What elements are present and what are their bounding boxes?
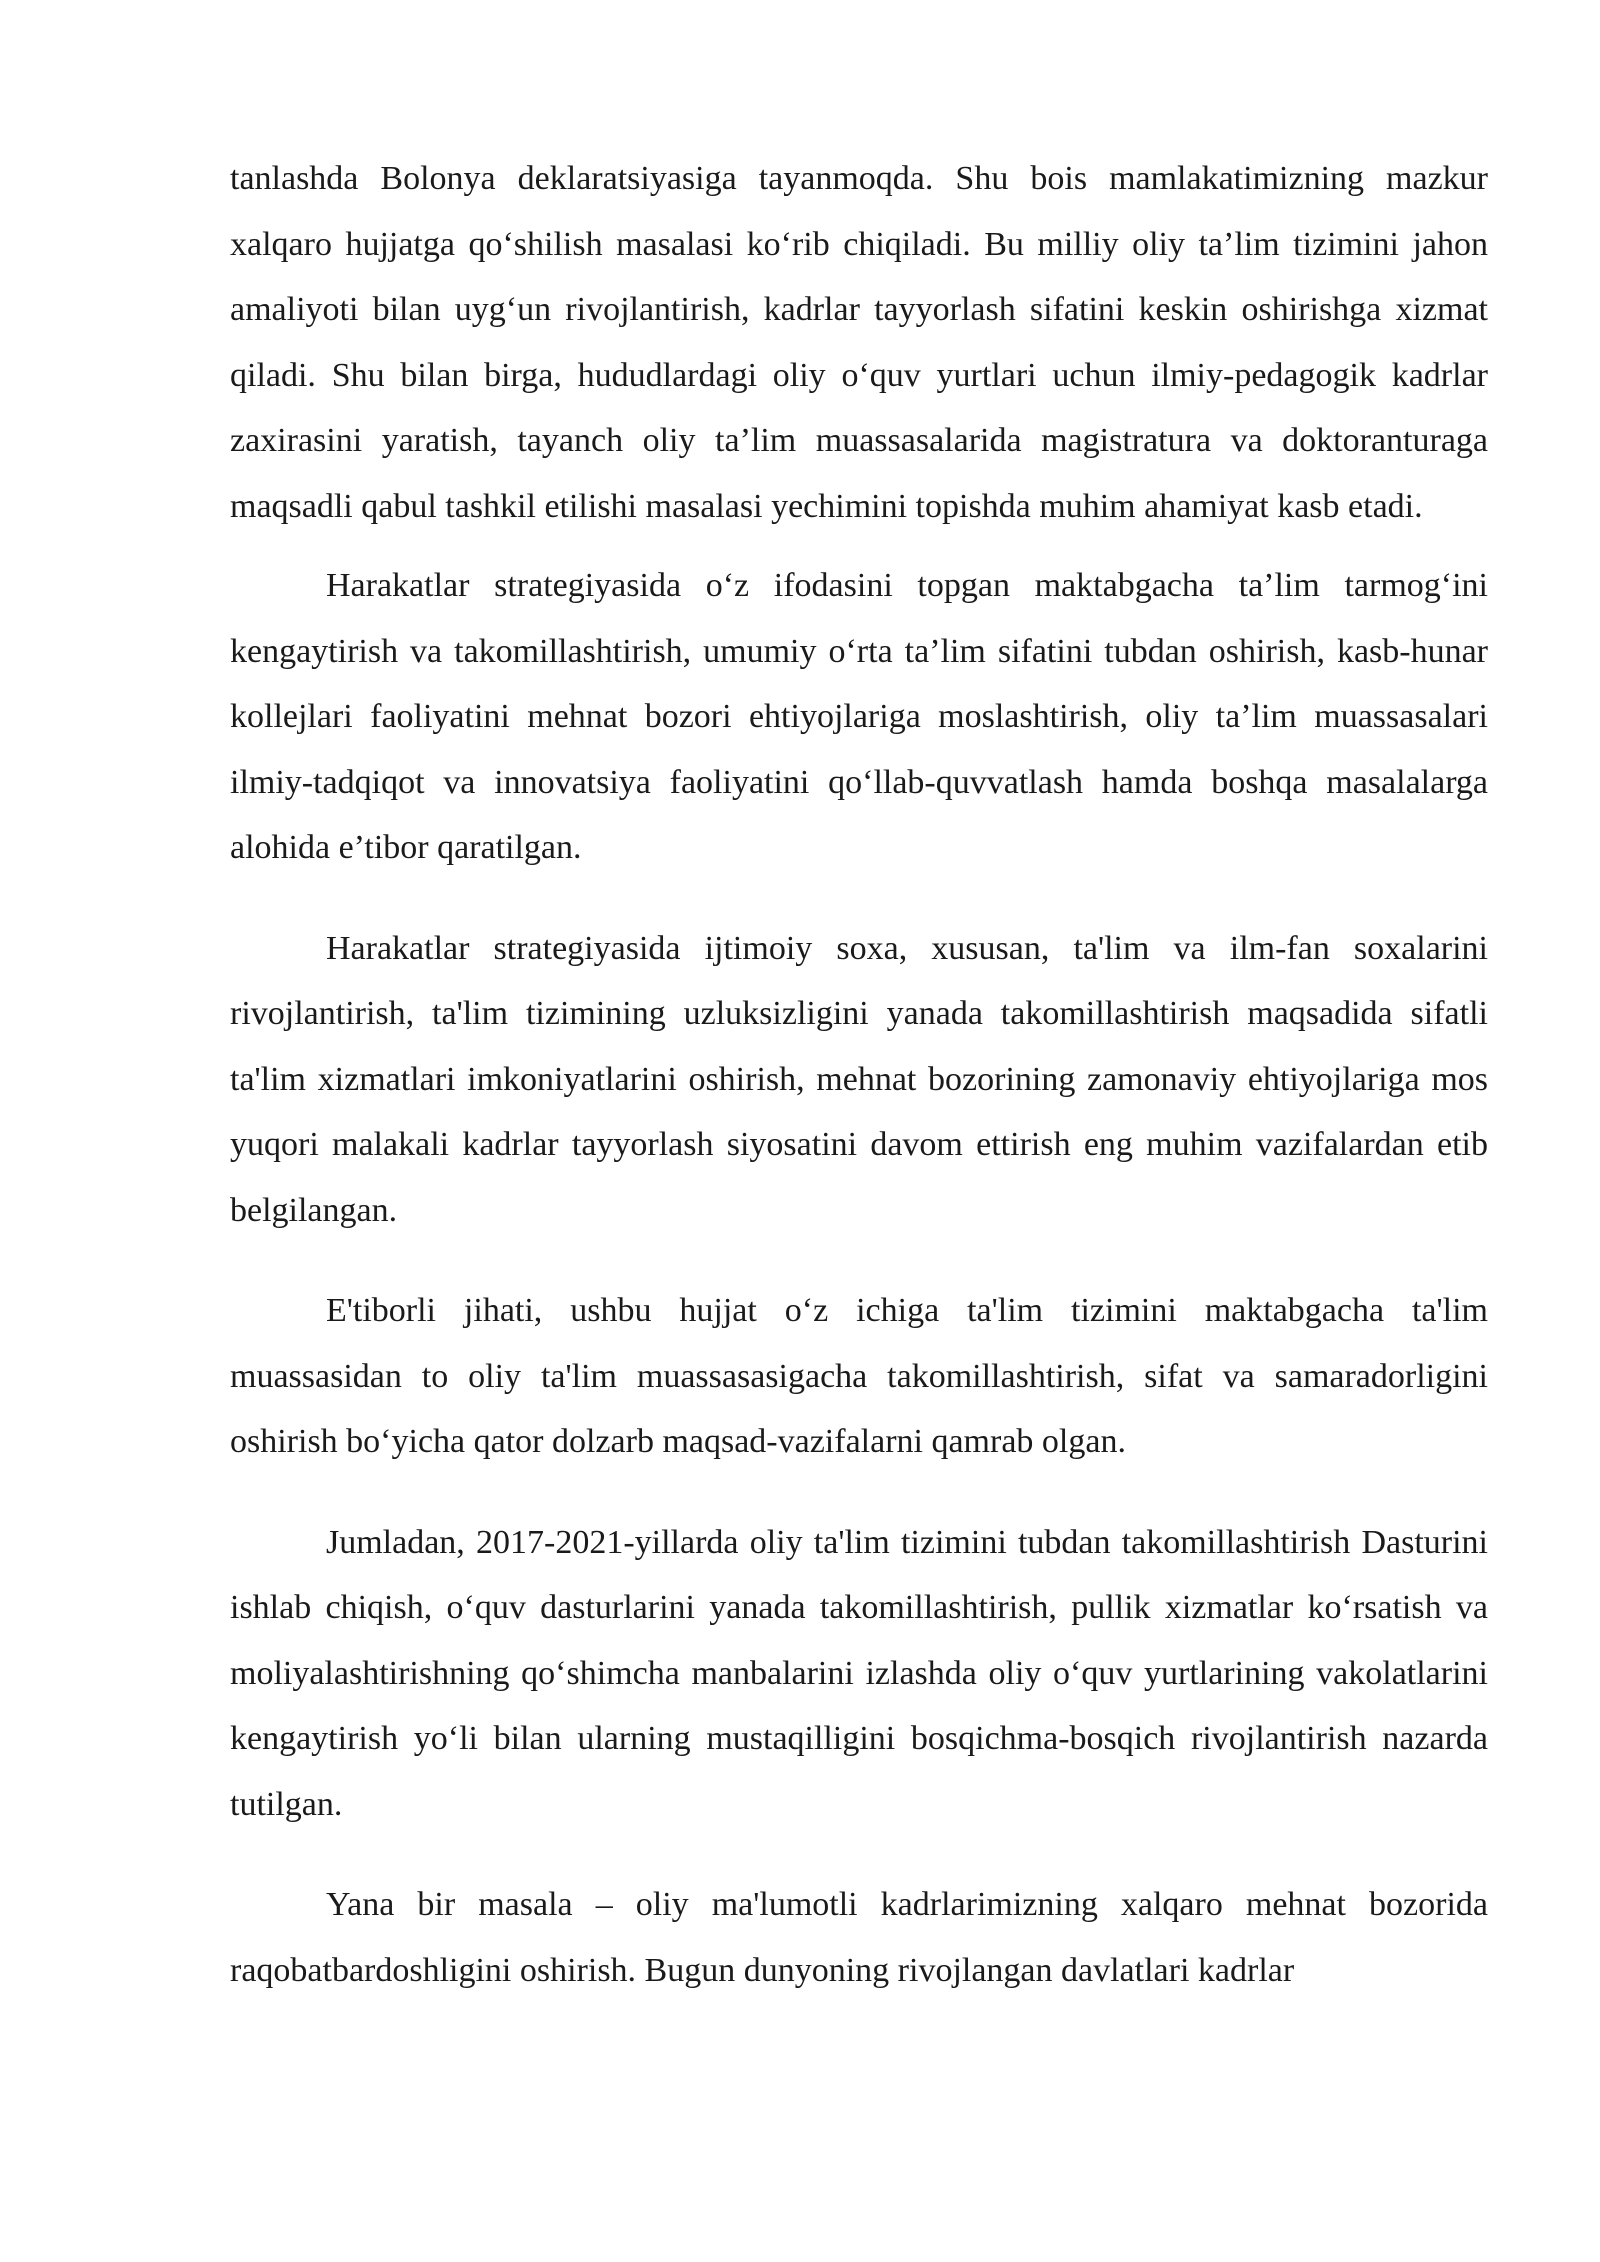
paragraph-etiborli-jihati: E'tiborli jihati, ushbu hujjat o‘z ichiga ta'lim tizimini maktabgacha ta'lim muassasidan to oliy ta'lim muassasasigacha takomillashtirish, sifat va samaradorligini oshirish bo‘yicha qator dolzarb maqsad-vazifalarni qamrab olgan. — [230, 1292, 1488, 1460]
paragraph-yana-bir-masala: Yana bir masala – oliy ma'lumotli kadrlarimizning xalqaro mehnat bozorida raqobatbardoshligini oshirish. Bugun dunyoning rivojlangan davlatlari kadrlar — [230, 1886, 1488, 1989]
paragraph-ijtimoiy-soxa: Harakatlar strategiyasida ijtimoiy soxa, xususan, ta'lim va ilm-fan soxalarini rivojlantirish, ta'lim tizimining uzluksizligini yanada takomillashtirish maqsadida sifatli ta'lim xizmatlari imkoniyatlarini oshirish, mehnat bozorining zamonaviy ehtiyojlariga mos yuqori malakali kadrlar tayyorlash siyosatini davom ettirish eng muhim vazifalardan etib belgilangan. — [230, 929, 1488, 1229]
body-text — [230, 146, 1488, 2003]
paragraph-continuation: tanlashda Bolonya deklaratsiyasiga tayanmoqda. Shu bois mamlakatimizning mazkur xalqaro hujjatga qo‘shilish masalasi ko‘rib chiqiladi. Bu milliy oliy ta’lim tizimini jahon amaliyoti bilan uyg‘un rivojlantirish, kadrlar tayyorlash sifatini keskin oshirishga xizmat qiladi. Shu bilan birga, hududlardagi oliy o‘quv yurtlari uchun ilmiy-pedagogik kadrlar zaxirasini yaratish, tayanch oliy ta’lim muassasalarida magistratura va doktoranturaga maqsadli qabul tashkil etilishi masalasi yechimini topishda muhim ahamiyat kasb etadi. — [230, 160, 1488, 525]
paragraph-jumladan: Jumladan, 2017-2021-yillarda oliy ta'lim tizimini tubdan takomillashtirish Dasturini ishlab chiqish, o‘quv dasturlarini yanada takomillashtirish, pullik xizmatlar ko‘rsatish va moliyalashtirishning qo‘shimcha manbalarini izlashda oliy o‘quv yurtlarining vakolatlarini kengaytirish yo‘li bilan ularning mustaqilligini bosqichma-bosqich rivojlantirish nazarda tutilgan. — [230, 1523, 1488, 1823]
paragraph-harakatlar-strategiyasi: Harakatlar strategiyasida o‘z ifodasini topgan maktabgacha ta’lim tarmog‘ini kengaytirish va takomillashtirish, umumiy o‘rta ta’lim sifatini tubdan oshirish, kasb-hunar kollejlari faoliyatini mehnat bozori ehtiyojlariga moslashtirish, oliy ta’lim muassasalari ilmiy-tadqiqot va innovatsiya faoliyatini qo‘llab-quvvatlash hamda boshqa masalalarga alohida e’tibor qaratilgan. — [230, 567, 1488, 866]
